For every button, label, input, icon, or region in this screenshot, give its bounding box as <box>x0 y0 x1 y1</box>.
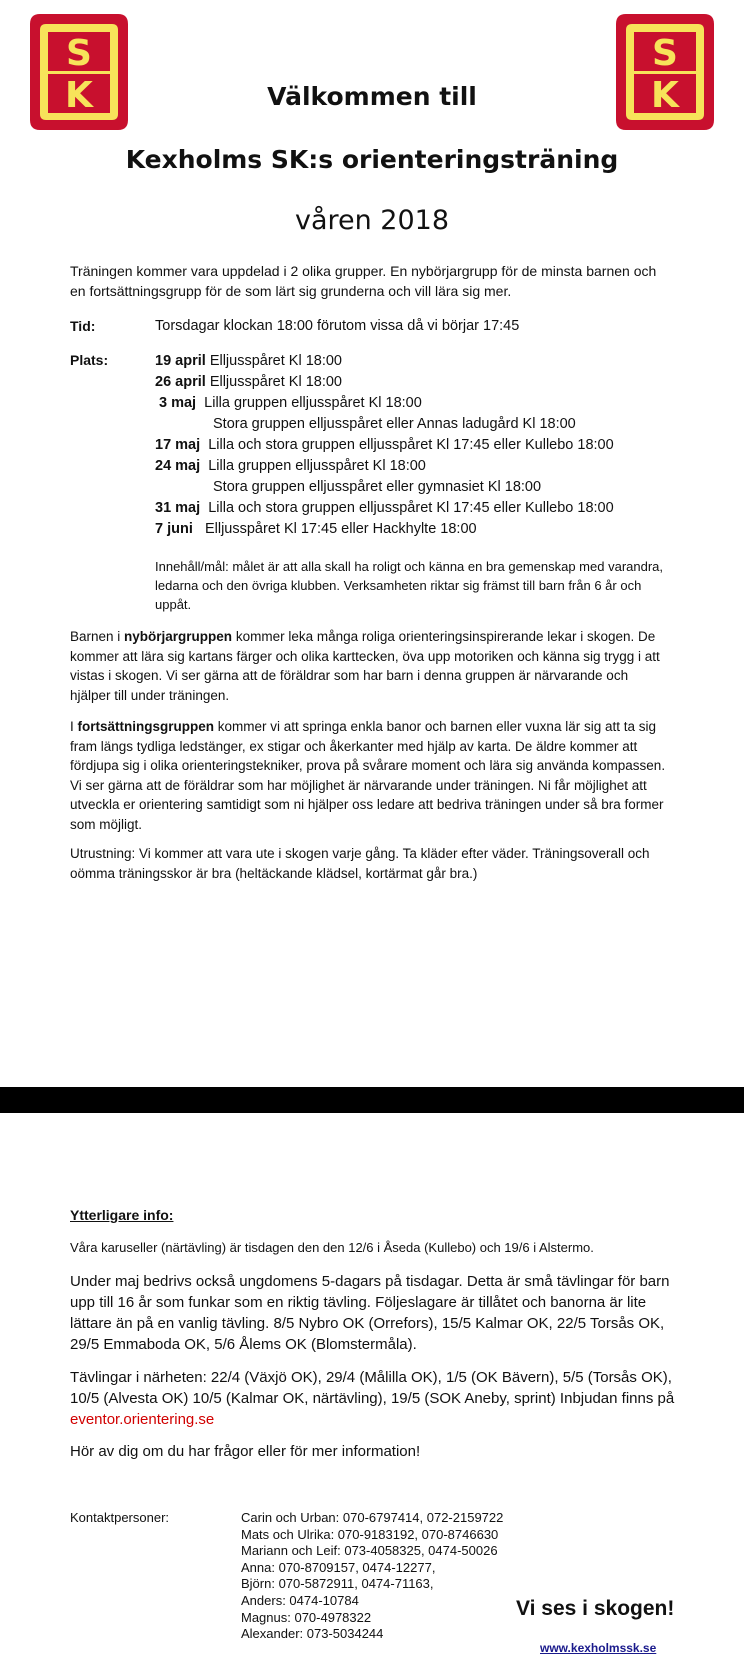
contact-line: Magnus: 070-4978322 <box>241 1609 372 1625</box>
intro-paragraph: Träningen kommer vara uppdelad i 2 olika grupper. En nybörjargrupp för de minsta barnen och en fortsättningsgrupp för de som lärt sig grunderna och vill lära sig mer. <box>70 263 657 299</box>
plats-label: Plats: <box>70 352 109 368</box>
schedule-list <box>155 351 614 540</box>
svg-text:S: S <box>652 33 678 74</box>
ytterligare-heading: Ytterligare info: <box>70 1207 174 1223</box>
schedule-row <box>155 435 614 456</box>
heading-season: våren 2018 <box>294 205 450 236</box>
hor-av-paragraph: Hör av dig om du har frågor eller för mer information! <box>70 1443 421 1460</box>
nyborjar-keyword: nybörjargruppen <box>124 629 233 644</box>
schedule-text: Elljusspåret Kl 18:00 <box>209 374 342 390</box>
schedule-row <box>155 498 614 519</box>
schedule-text: Stora gruppen elljusspåret eller gymnasiet Kl 18:00 <box>213 479 542 495</box>
schedule-date: 31 maj <box>155 500 201 516</box>
contacts-list <box>241 1510 503 1643</box>
karuseller-paragraph: Våra karuseller (närtävling) är tisdagen den den 12/6 i Åseda (Kullebo) och 19/6 i Alstermo. <box>70 1240 594 1255</box>
heading-welcome: Välkommen till <box>267 82 477 111</box>
tid-value: Torsdagar klockan 18:00 förutom vissa då vi börjar 17:45 <box>155 318 520 334</box>
heading-title: Kexholms SK:s orienteringsträning <box>125 145 619 174</box>
vi-ses-slogan: Vi ses i skogen! <box>516 1597 675 1620</box>
contact-line: Carin och Urban: 070-6797414, 072-2159722 <box>241 1510 504 1525</box>
schedule-date: 19 april <box>155 353 206 369</box>
schedule-date: 7 juni <box>155 521 193 537</box>
club-logo-right <box>612 10 718 134</box>
website-link[interactable]: www.kexholmssk.se <box>540 1641 657 1655</box>
utrustning-paragraph: Utrustning: Vi kommer att vara ute i skogen varje gång. Ta kläder efter väder. Träningsoverall och oömma träningsskor är bra (heltäckande klädsel, kortärmat går bra.) <box>70 846 650 881</box>
schedule-row <box>155 456 614 477</box>
schedule-text: Lilla och stora gruppen elljusspåret Kl 17:45 eller Kullebo 18:00 <box>208 500 614 516</box>
schedule-row <box>155 414 614 435</box>
schedule-date: 3 maj <box>159 395 197 411</box>
schedule-text: Stora gruppen elljusspåret eller Annas ladugård Kl 18:00 <box>213 416 576 432</box>
ungdom-paragraph: Under maj bedrivs också ungdomens 5-dagars på tisdagar. Detta är små tävlingar för barn upp till 16 år som funkar som en riktig tävling. Följeslagare är tillåtet och banorna är lite lättare än på en vanlig tävling. 8/5 Nybro OK (Orrefors), 15/5 Kalmar OK, 22/5 Torsås OK, 29/5 Emmaboda OK, 5/6 Ålems OK (Blomstermåla). <box>70 1273 670 1353</box>
svg-text:K: K <box>65 75 93 116</box>
schedule-row <box>155 372 614 393</box>
schedule-row <box>155 393 614 414</box>
contacts-label: Kontaktpersoner: <box>70 1510 170 1525</box>
svg-text:S: S <box>66 33 92 74</box>
contact-line: Mariann och Leif: 073-4058325, 0474-50026 <box>241 1543 498 1559</box>
club-logo-left <box>26 10 132 134</box>
contact-line: Mats och Ulrika: 070-9183192, 070-8746630 <box>241 1526 499 1542</box>
svg-text:K: K <box>651 75 679 116</box>
innehall-paragraph: Innehåll/mål: målet är att alla skall ha roligt och känna en bra gemenskap med varandra, ledarna och den övriga klubben. Verksamheten riktar sig främst till barn från 6 år och uppåt. <box>155 559 664 612</box>
contact-line: Anna: 070-8709157, 0474-12277, <box>241 1559 436 1575</box>
fortsattning-paragraph: I fortsättningsgruppen kommer vi att springa enkla banor och barnen eller vuxna lär sig att ta sig fram längs tydliga ledstänger, ex stigar och åkerkanter med hjälp av karta. De äldre kommer att fördjupa sig i olika orienteringstekniker, prova på svårare moment och lära sig använda kompassen. Vi ser gärna att de föräldrar som har möjlighet är närvarande under träningen. Ni får möjlighet att utveckla er orientering samtidigt som ni hjälper oss ledare att bedriva träningen under så bra former som möjligt. <box>70 719 666 832</box>
schedule-text: Lilla gruppen elljusspåret Kl 18:00 <box>208 458 426 474</box>
nyborjar-paragraph: Barnen i nybörjargruppen kommer leka många roliga orienteringsinspirerande lekar i skogen. De kommer att lära sig kartans färger och olika karttecken, öva upp motoriken och känna sig trygg i att vistas i skogen. Vi ser gärna att de föräldrar som har barn i denna gruppen är närvarande och hjälper till under träningen. <box>70 629 660 703</box>
contact-line: Anders: 0474-10784 <box>241 1592 359 1608</box>
schedule-text: Lilla gruppen elljusspåret Kl 18:00 <box>204 395 422 411</box>
schedule-date: 26 april <box>155 374 206 390</box>
page-separator <box>0 1087 744 1113</box>
contact-line: Alexander: 073-5034244 <box>241 1626 384 1642</box>
schedule-row <box>155 477 614 498</box>
tid-label: Tid: <box>70 318 96 334</box>
schedule-row <box>155 351 614 372</box>
schedule-text: Lilla och stora gruppen elljusspåret Kl 17:45 eller Kullebo 18:00 <box>208 437 614 453</box>
contact-line: Björn: 070-5872911, 0474-71163, <box>241 1576 434 1592</box>
eventor-link[interactable]: eventor.orientering.se <box>70 1411 215 1428</box>
schedule-text: Elljusspåret Kl 18:00 <box>209 353 342 369</box>
tavlingar-paragraph: Tävlingar i närheten: 22/4 (Växjö OK), 29/4 (Målilla OK), 1/5 (OK Bävern), 5/5 (Torsås OK), 10/5 (Alvesta OK) 10/5 (Kalmar OK, närtävling), 19/5 (SOK Aneby, sprint) Inbjudan finns på eventor.orientering.se <box>70 1369 675 1428</box>
schedule-date: 17 maj <box>155 437 201 453</box>
schedule-date: 24 maj <box>155 458 201 474</box>
schedule-row <box>155 519 614 540</box>
fortsattning-keyword: fortsättningsgruppen <box>77 719 215 734</box>
schedule-text: Elljusspåret Kl 17:45 eller Hackhylte 18:00 <box>204 521 477 537</box>
